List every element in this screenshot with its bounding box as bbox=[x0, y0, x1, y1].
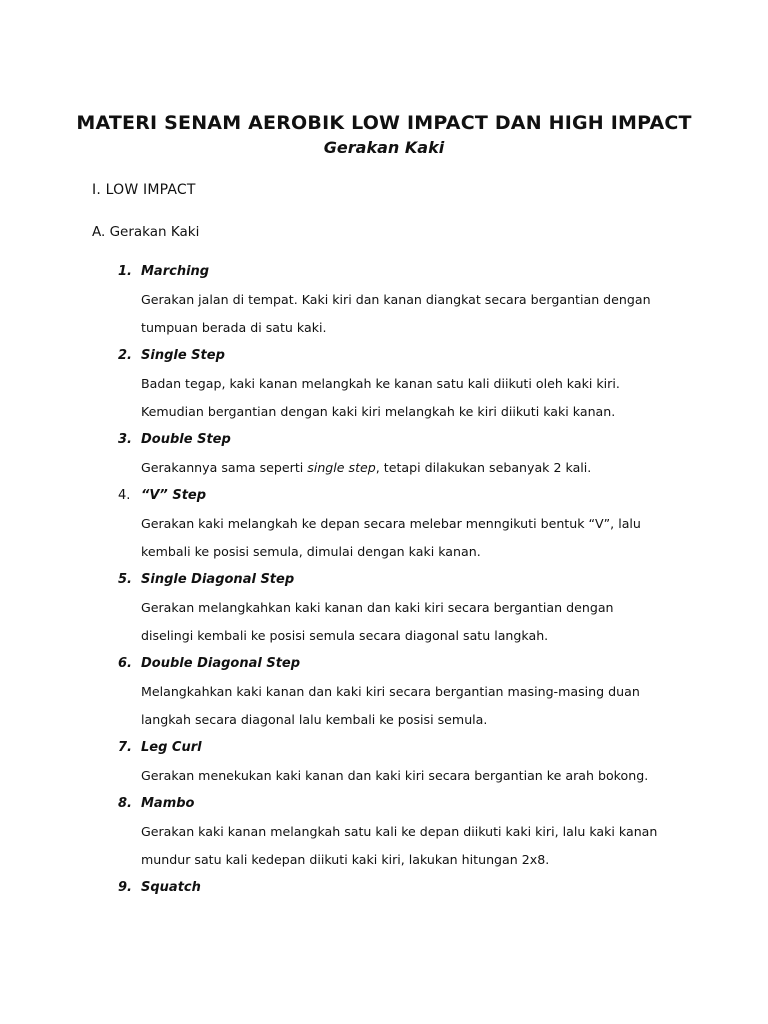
item-text-line: Kemudian bergantian dengan kaki kiri melangkah ke kiri diikuti kaki kanan. bbox=[141, 404, 616, 419]
document-subtitle: Gerakan Kaki bbox=[323, 138, 445, 157]
item-text-line: tumpuan berada di satu kaki. bbox=[141, 320, 327, 335]
item-text-line: Gerakan menekukan kaki kanan dan kaki kiri secara bergantian ke arah bokong. bbox=[141, 768, 649, 783]
item-heading bbox=[118, 572, 294, 587]
item-text-line: kembali ke posisi semula, dimulai dengan kaki kanan. bbox=[141, 544, 481, 559]
item-name: Double Diagonal Step bbox=[141, 656, 301, 671]
item-name: Leg Curl bbox=[141, 740, 202, 755]
item-name: Marching bbox=[141, 264, 210, 279]
item-text-line: mundur satu kali kedepan diikuti kaki kiri, lakukan hitungan 2x8. bbox=[141, 852, 550, 867]
item-number: 5. bbox=[118, 572, 132, 587]
item-number: 1. bbox=[118, 264, 132, 279]
item-number: 9. bbox=[118, 880, 132, 895]
item-text-italic: single step bbox=[307, 460, 376, 475]
item-heading bbox=[118, 488, 206, 503]
item-text-line: Gerakan melangkahkan kaki kanan dan kaki kiri secara bergantian dengan bbox=[141, 600, 614, 615]
item-heading bbox=[118, 656, 300, 671]
item-name: “V” Step bbox=[141, 488, 207, 503]
item-text-part: , tetapi dilakukan sebanyak 2 kali. bbox=[375, 460, 592, 475]
item-heading bbox=[118, 348, 225, 363]
item-number: 2. bbox=[118, 348, 132, 363]
item-number: 7. bbox=[118, 740, 132, 755]
item-text-line: Gerakan kaki melangkah ke depan secara melebar menngikuti bentuk “V”, lalu bbox=[141, 516, 641, 531]
item-text-line: langkah secara diagonal lalu kembali ke posisi semula. bbox=[141, 712, 488, 727]
item-text-part: Gerakannya sama seperti bbox=[141, 460, 308, 475]
section-heading: I. LOW IMPACT bbox=[92, 182, 196, 198]
document-title: MATERI SENAM AEROBIK LOW IMPACT DAN HIGH IMPACT bbox=[76, 112, 692, 134]
item-heading bbox=[118, 264, 209, 279]
item-heading bbox=[118, 432, 231, 447]
item-name: Single Diagonal Step bbox=[141, 572, 295, 587]
item-number: 6. bbox=[118, 656, 132, 671]
item-name: Mambo bbox=[141, 796, 195, 811]
item-text-line bbox=[141, 460, 591, 475]
item-text-line: Melangkahkan kaki kanan dan kaki kiri secara bergantian masing-masing duan bbox=[141, 684, 640, 699]
item-name: Double Step bbox=[141, 432, 231, 447]
item-number: 8. bbox=[118, 796, 132, 811]
item-text-line: diselingi kembali ke posisi semula secara diagonal satu langkah. bbox=[141, 628, 549, 643]
item-heading bbox=[118, 796, 195, 811]
item-name: Single Step bbox=[141, 348, 225, 363]
item-name: Squatch bbox=[141, 880, 201, 895]
item-heading bbox=[118, 880, 201, 895]
item-text-line: Gerakan kaki kanan melangkah satu kali ke depan diikuti kaki kiri, lalu kaki kanan bbox=[141, 824, 658, 839]
item-number: 3. bbox=[118, 432, 132, 447]
item-heading bbox=[118, 740, 202, 755]
item-text-line: Badan tegap, kaki kanan melangkah ke kanan satu kali diikuti oleh kaki kiri. bbox=[141, 376, 620, 391]
item-number: 4. bbox=[118, 488, 131, 503]
subsection-heading: A. Gerakan Kaki bbox=[92, 224, 200, 240]
item-text-line: Gerakan jalan di tempat. Kaki kiri dan kanan diangkat secara bergantian dengan bbox=[141, 292, 651, 307]
